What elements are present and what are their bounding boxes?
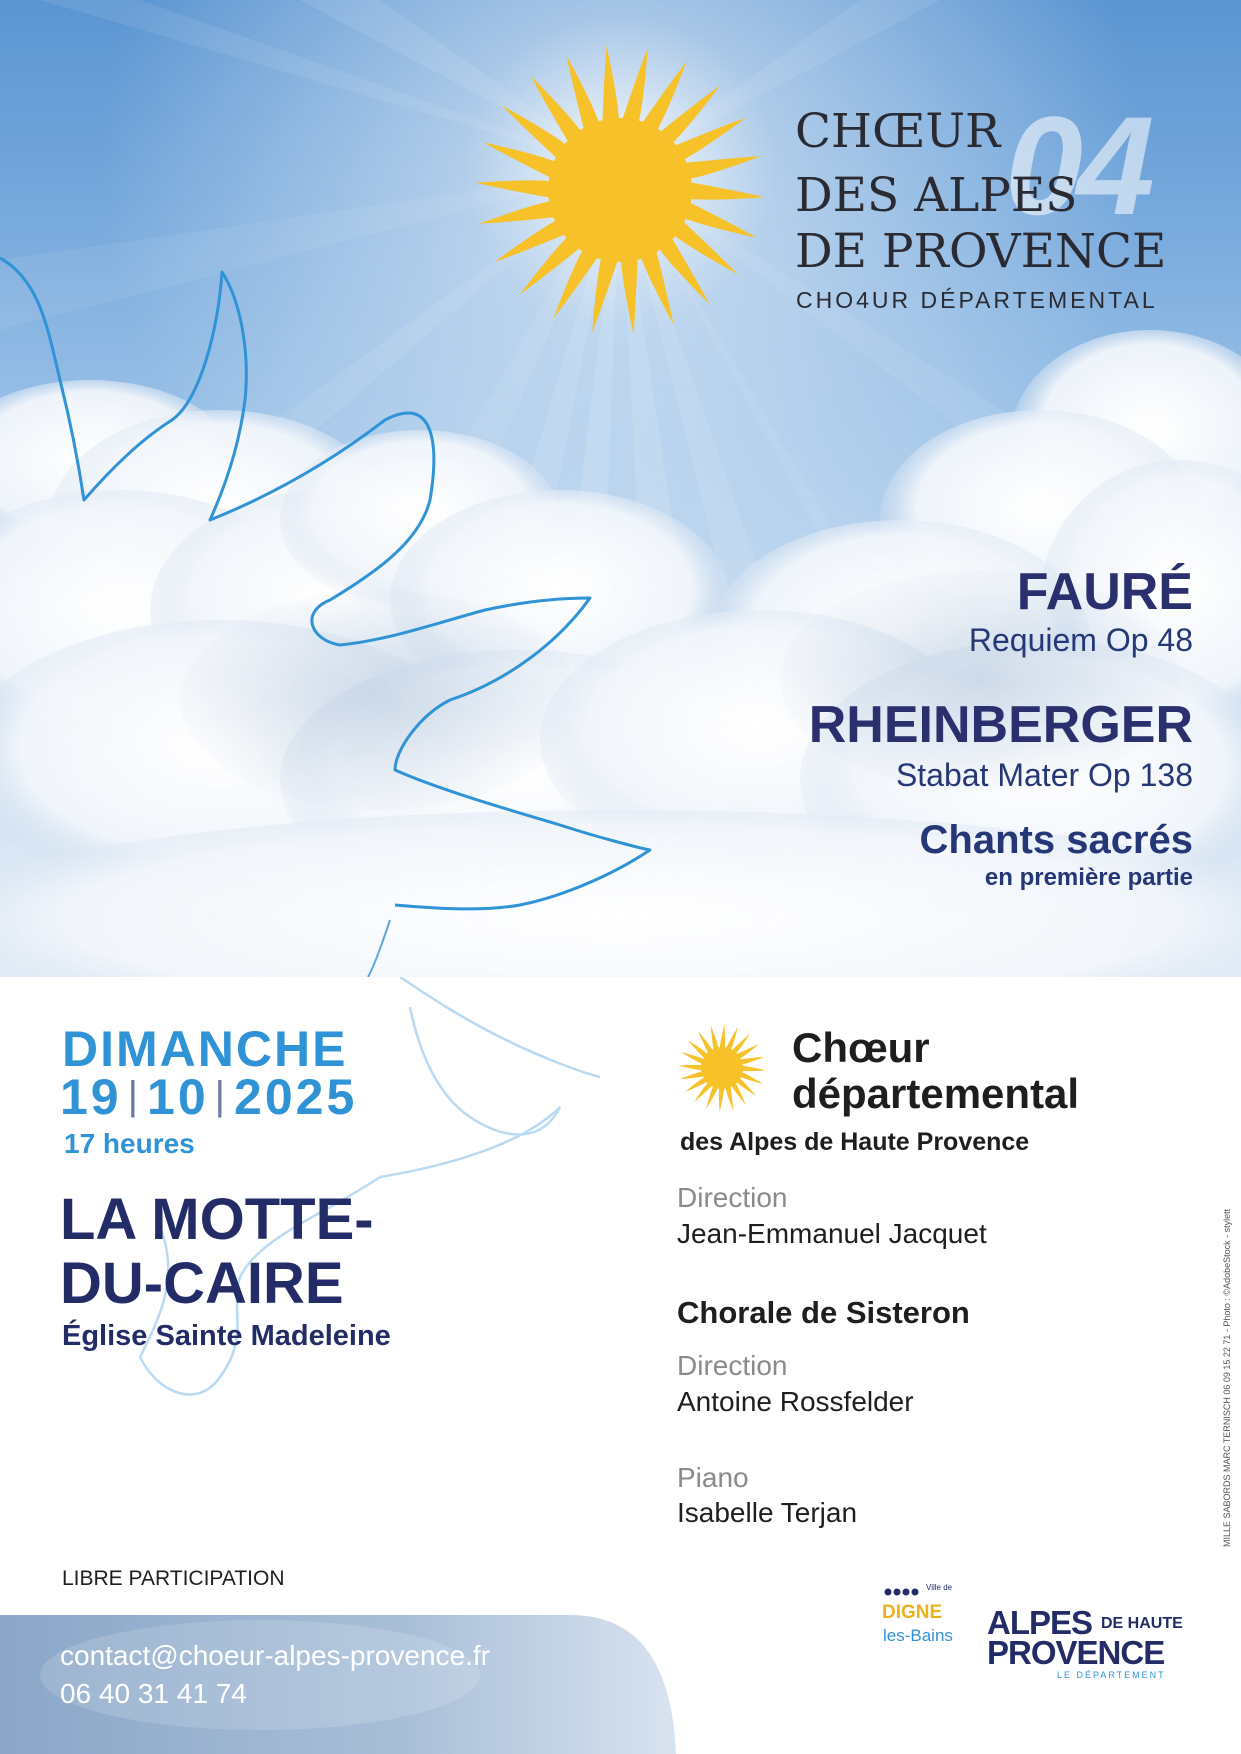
digne-sub: les-Bains [883, 1626, 953, 1645]
chants-sacres: Chants sacrés [919, 818, 1193, 862]
entry-note: LIBRE PARTICIPATION [62, 1567, 285, 1590]
date-year: 2025 [234, 1069, 358, 1125]
logo-line-2: DES ALPES [795, 168, 1078, 223]
logo-subtitle: CHO4UR DÉPARTEMENTAL [796, 287, 1158, 313]
director-1: Jean-Emmanuel Jacquet [677, 1218, 987, 1249]
date-day: 19 [60, 1069, 122, 1125]
direction-label-2: Direction [677, 1350, 788, 1381]
composer-rheinberger: RHEINBERGER [808, 696, 1193, 754]
work-stabat-mater: Stabat Mater Op 138 [895, 757, 1193, 793]
alpes-tag: LE DÉPARTEMENT [1057, 1670, 1166, 1680]
first-part-note: en première partie [984, 864, 1193, 891]
photo-credits: MILLE SABORDS MARC TERNISCH 06 09 15 22 71 - Photo : ©AdobeStock - stylett [1222, 1208, 1232, 1547]
sun-core [548, 118, 692, 262]
choir-title-3: des Alpes de Haute Provence [680, 1128, 1030, 1156]
digne-small-text: Ville de [926, 1583, 953, 1592]
small-sun-icon [676, 1022, 768, 1114]
alpes-department-logo [987, 1606, 1187, 1686]
logo-line-3: DE PROVENCE [795, 224, 1167, 279]
logo-number: 04 [1005, 87, 1149, 244]
direction-label-1: Direction [677, 1182, 788, 1213]
digne-crest-icon [884, 1584, 924, 1598]
piano-label: Piano [677, 1462, 749, 1493]
sun-core [701, 1047, 743, 1089]
choir-2: Chorale de Sisteron [677, 1295, 970, 1330]
contact-phone[interactable]: 06 40 31 41 74 [60, 1678, 247, 1709]
sun-icon [460, 40, 790, 340]
contact-email[interactable]: contact@choeur-alpes-provence.fr [60, 1640, 490, 1671]
date-month: 10 [147, 1069, 209, 1125]
alpes-big-2: PROVENCE [987, 1634, 1165, 1671]
event-day: DIMANCHE [62, 1021, 348, 1077]
pianist: Isabelle Terjan [677, 1497, 858, 1528]
alpes-small: DE HAUTE [1101, 1615, 1183, 1632]
logo-line-1: CHŒUR [795, 104, 1001, 159]
city-line-2: DU-CAIRE [60, 1251, 344, 1316]
event-time: 17 heures [64, 1128, 195, 1159]
date-sep: | [127, 1074, 142, 1118]
event-date [60, 1068, 357, 1126]
choir-title-2: départemental [792, 1070, 1080, 1117]
digne-logo [882, 1584, 954, 1674]
alpes-big-1: ALPES [987, 1604, 1093, 1641]
date-sep: | [214, 1074, 229, 1118]
composer-faure: FAURÉ [1016, 563, 1193, 621]
choir-title-1: Chœur [792, 1024, 930, 1071]
digne-name: DIGNE [882, 1602, 943, 1623]
city-line-1: LA MOTTE- [60, 1187, 374, 1252]
venue: Église Sainte Madeleine [62, 1320, 391, 1352]
work-requiem: Requiem Op 48 [968, 622, 1193, 658]
director-2: Antoine Rossfelder [677, 1386, 914, 1417]
